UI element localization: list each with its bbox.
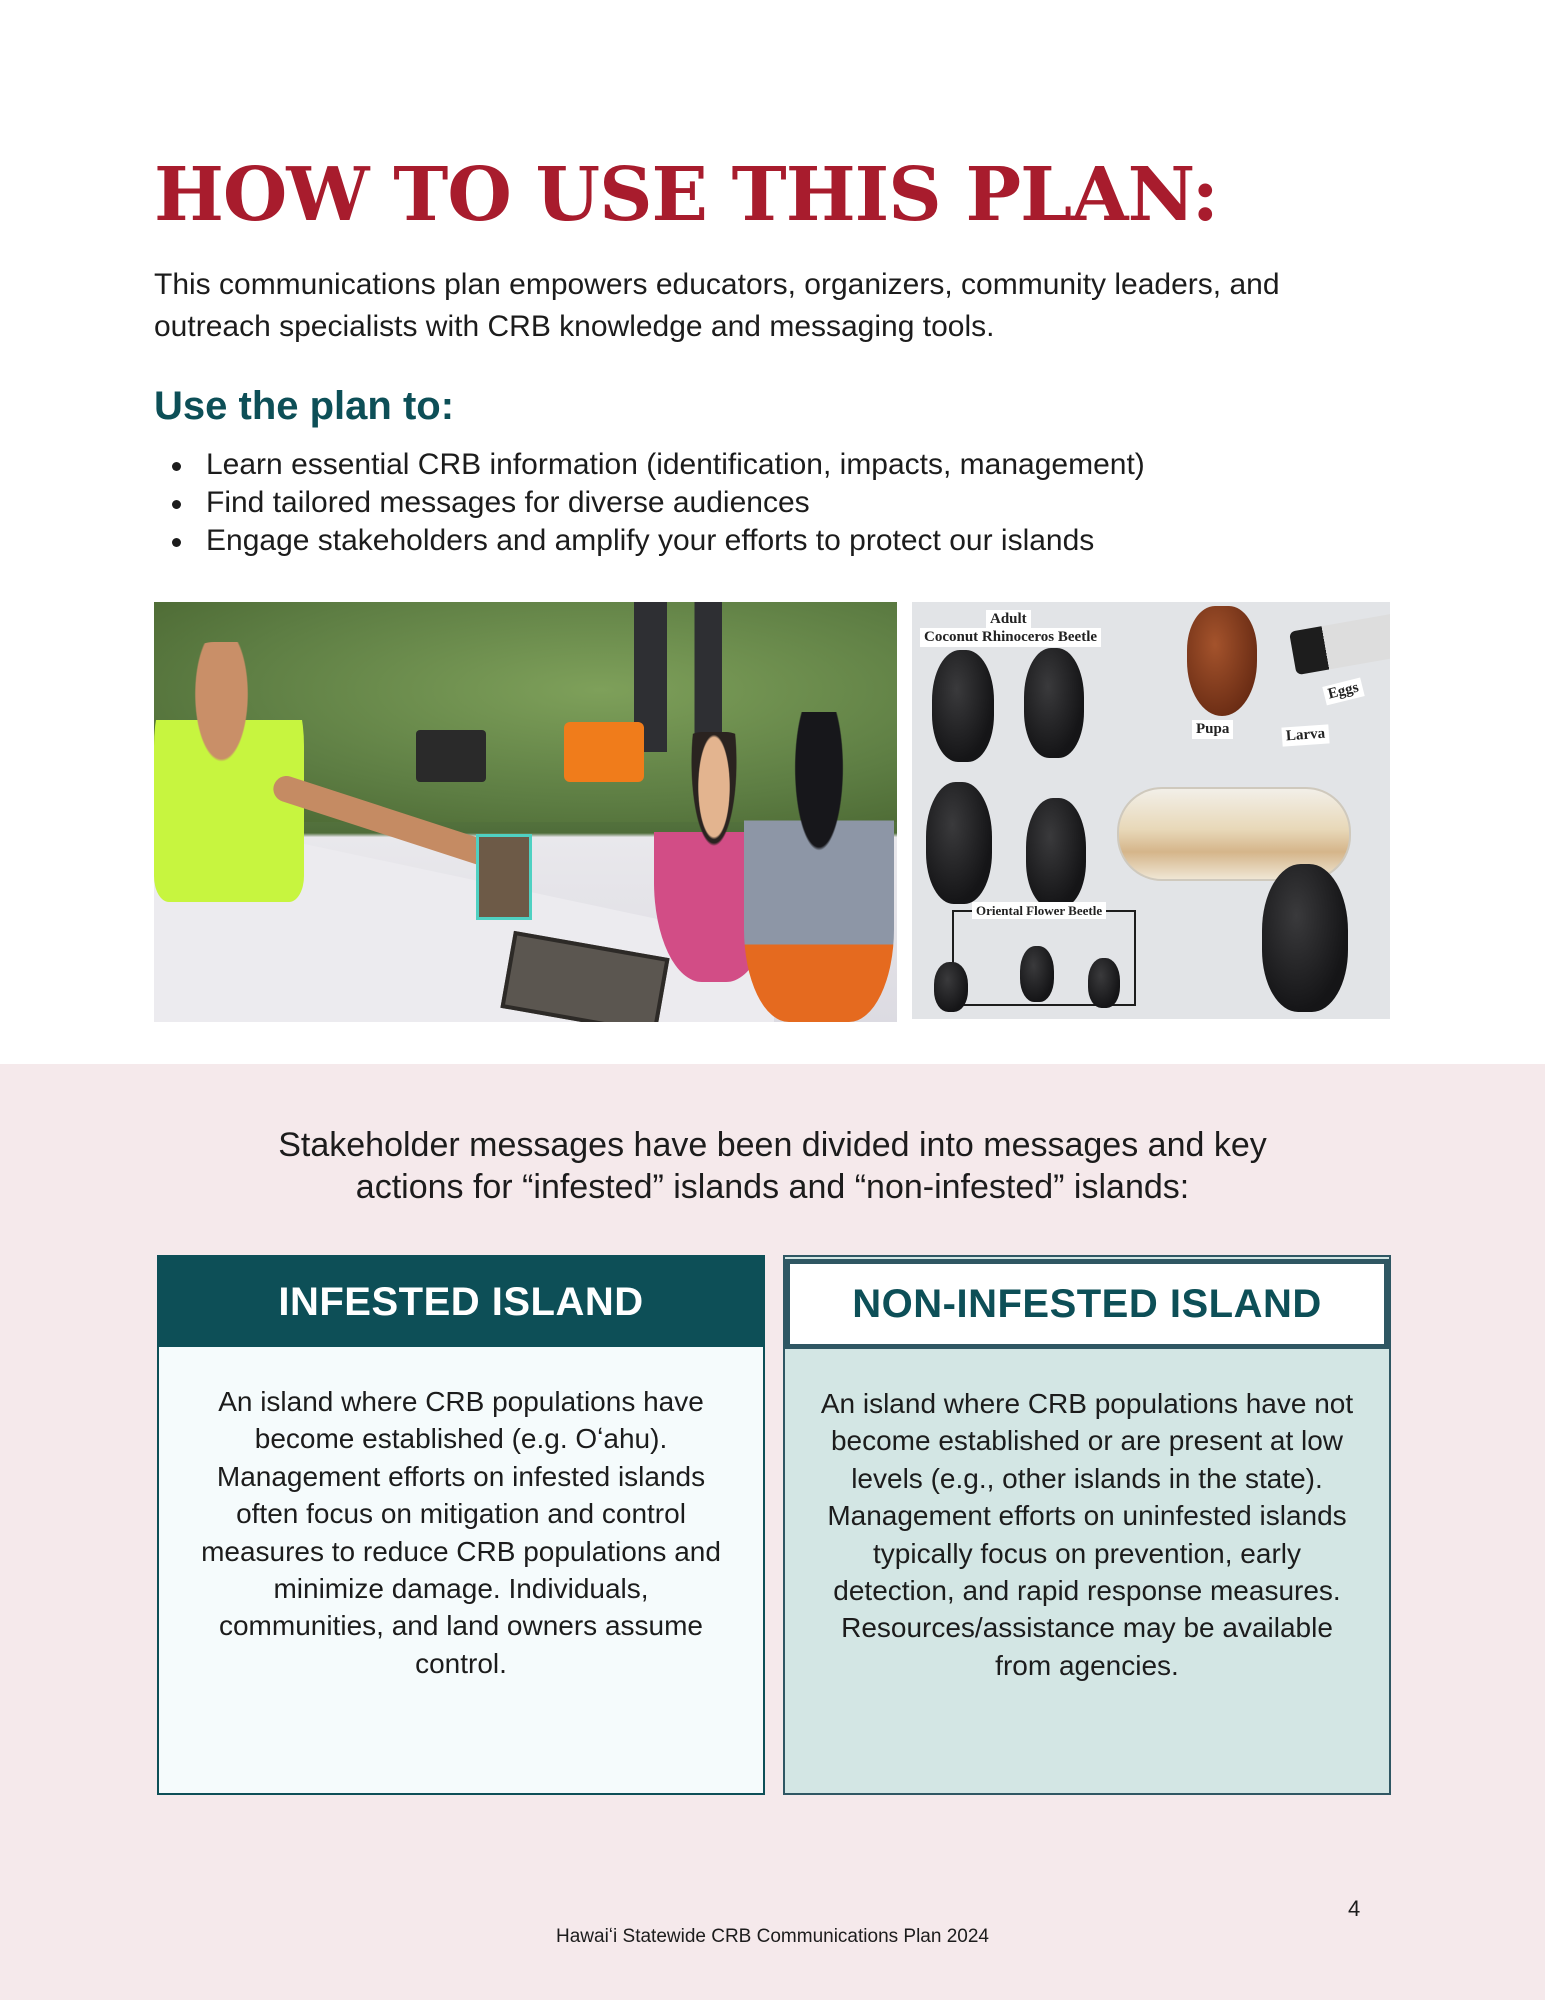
list-item: Learn essential CRB information (identification, impacts, management): [154, 446, 1145, 484]
specimen-label-oriental-flower-beetle: Oriental Flower Beetle: [972, 902, 1106, 919]
list-item: Find tailored messages for diverse audiences: [154, 484, 1145, 522]
specimen-label-adult: Adult: [986, 610, 1031, 629]
use-plan-list: [154, 446, 1145, 560]
intro-paragraph: This communications plan empowers educators, organizers, community leaders, and outreach specialists with CRB knowledge and messaging tools.: [154, 268, 1280, 343]
specimen-label-eggs: Eggs: [1322, 678, 1364, 706]
list-item: Engage stakeholders and amplify your efforts to protect our islands: [154, 522, 1145, 560]
specimen-label-pupa: Pupa: [1192, 720, 1233, 739]
specimen-label-larva: Larva: [1281, 724, 1329, 746]
page-number: 4: [1348, 1896, 1361, 1921]
infested-island-heading: INFESTED ISLAND: [159, 1257, 763, 1347]
non-infested-island-heading: NON-INFESTED ISLAND: [785, 1259, 1389, 1349]
use-plan-heading: Use the plan to:: [154, 384, 455, 428]
non-infested-island-description: An island where CRB populations have not become established or are present at low levels (e.g., other islands in the state). Management efforts on uninfested islands typically focus on prevention, early detection, and rapid response measures. Resources/assistance may be available from agencies.: [820, 1388, 1354, 1681]
infested-island-description: An island where CRB populations have become established (e.g. Oʻahu). Management efforts on infested islands often focus on mitigation and control measures to reduce CRB populations and minimize damage. Individuals, communities, and land owners assume control.: [201, 1386, 721, 1679]
stakeholder-intro: Stakeholder messages have been divided into messages and key actions for “infested” islands and “non-infested” islands:: [278, 1126, 1267, 1206]
page-title: HOW TO USE THIS PLAN:: [154, 152, 1218, 238]
outreach-event-photo: [154, 602, 897, 1022]
footer-text: Hawaiʻi Statewide CRB Communications Plan 2024: [556, 1926, 989, 1947]
beetle-specimen-photo: [912, 602, 1390, 1019]
non-infested-island-card: [783, 1255, 1391, 1795]
infested-island-card: [157, 1255, 765, 1795]
specimen-label-coconut-rhinoceros-beetle: Coconut Rhinoceros Beetle: [920, 628, 1101, 647]
